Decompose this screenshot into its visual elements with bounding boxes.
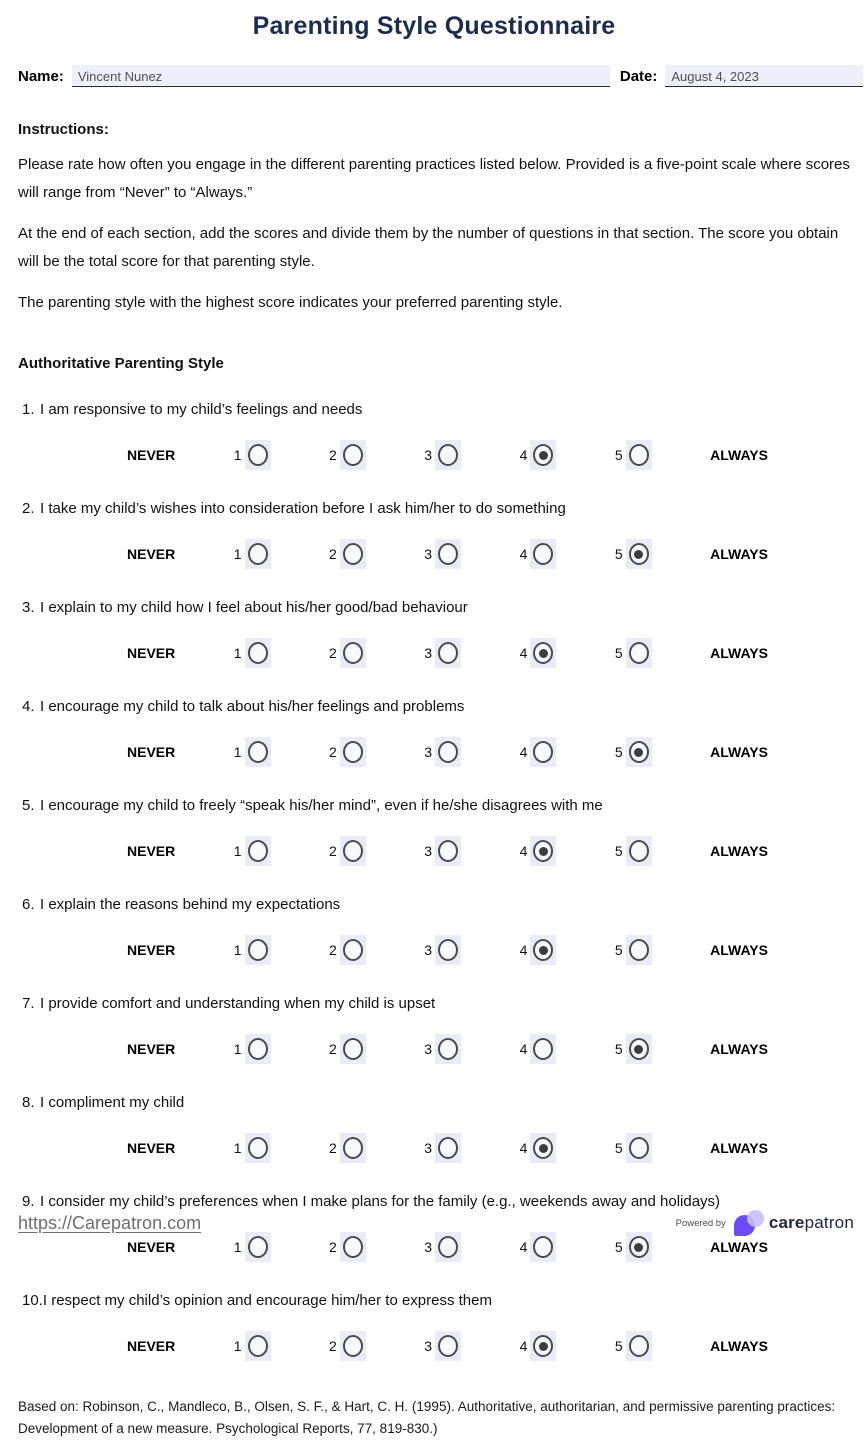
- scale-option-number: 4: [519, 942, 528, 958]
- question-block: [18, 499, 850, 570]
- radio-circle[interactable]: [533, 1137, 553, 1159]
- question-text: I respect my child’s opinion and encourage him/her to express them: [42, 1292, 492, 1309]
- questionnaire-page: [0, 12, 868, 1436]
- document-body: [18, 121, 850, 1440]
- radio-circle[interactable]: [629, 840, 649, 862]
- scale-option-5: [615, 1232, 652, 1262]
- scale-option-number: 1: [233, 942, 242, 958]
- question-number: 5.: [22, 797, 35, 814]
- radio-circle[interactable]: [438, 1137, 458, 1159]
- scale-option-number: 4: [519, 1338, 528, 1354]
- radio-button-2[interactable]: [340, 836, 366, 866]
- scale-max-label: ALWAYS: [710, 1239, 768, 1255]
- scale-option-number: 1: [233, 1338, 242, 1354]
- radio-dot: [634, 1045, 643, 1054]
- question-number: 7.: [22, 995, 35, 1012]
- scale-option-4: [520, 440, 557, 470]
- radio-circle[interactable]: [343, 1335, 363, 1357]
- scale-option-number: 2: [329, 645, 337, 661]
- scale-option-1: [234, 935, 271, 965]
- scale-option-5: [615, 539, 652, 569]
- radio-button-3[interactable]: [435, 737, 461, 767]
- rating-scale: [127, 1033, 768, 1065]
- scale-option-3: [424, 1232, 461, 1262]
- question-block: [18, 598, 850, 669]
- radio-button-3[interactable]: [435, 836, 461, 866]
- scale-option-number: 5: [614, 744, 623, 760]
- scale-option-number: 1: [233, 1041, 242, 1057]
- scale-option-number: 2: [329, 1140, 337, 1156]
- radio-button-4-selected[interactable]: [530, 836, 556, 866]
- question-number: 2.: [22, 500, 35, 517]
- scale-option-number: 4: [519, 1140, 528, 1156]
- scale-max-label: ALWAYS: [710, 447, 768, 463]
- instructions-paragraph-3: The parenting style with the highest score indicates your preferred parenting style.: [18, 294, 563, 311]
- scale-option-number: 4: [519, 744, 528, 760]
- radio-circle[interactable]: [343, 1038, 363, 1060]
- scale-option-2: [329, 638, 366, 668]
- radio-button-5[interactable]: [626, 440, 652, 470]
- scale-option-number: 3: [424, 645, 433, 661]
- radio-circle[interactable]: [438, 741, 458, 763]
- scale-option-number: 5: [614, 546, 623, 562]
- scale-max-label: ALWAYS: [710, 942, 768, 958]
- scale-option-number: 4: [519, 645, 528, 661]
- scale-max-label: ALWAYS: [710, 645, 768, 661]
- radio-button-1[interactable]: [245, 440, 271, 470]
- question-number: 4.: [22, 698, 35, 715]
- page-footer: [18, 1210, 854, 1236]
- radio-circle[interactable]: [248, 741, 268, 763]
- radio-button-4-selected[interactable]: [530, 1133, 556, 1163]
- radio-button-2[interactable]: [340, 1232, 366, 1262]
- question-text: I am responsive to my child’s feelings and needs: [40, 401, 363, 418]
- scale-option-number: 1: [233, 843, 242, 859]
- scale-option-5: [615, 737, 652, 767]
- scale-option-1: [234, 737, 271, 767]
- scale-option-5: [615, 935, 652, 965]
- radio-circle[interactable]: [533, 840, 553, 862]
- radio-button-3[interactable]: [435, 935, 461, 965]
- radio-circle[interactable]: [438, 840, 458, 862]
- radio-circle[interactable]: [533, 741, 553, 763]
- radio-circle[interactable]: [343, 543, 363, 565]
- radio-button-1[interactable]: [245, 1034, 271, 1064]
- radio-circle[interactable]: [248, 444, 268, 466]
- radio-button-1[interactable]: [245, 935, 271, 965]
- radio-circle[interactable]: [533, 1038, 553, 1060]
- question-text: I explain to my child how I feel about his/her good/bad behaviour: [40, 599, 468, 616]
- radio-button-4[interactable]: [530, 737, 556, 767]
- scale-option-1: [234, 836, 271, 866]
- scale-option-number: 3: [424, 843, 433, 859]
- scale-option-3: [424, 1133, 461, 1163]
- question-block: [18, 400, 850, 471]
- citation-text: Based on: Robinson, C., Mandleco, B., Olsen, S. F., & Hart, C. H. (1995). Authoritative, authoritarian, and permissive parenting practices: Development of a new measure. Psychological Reports, 77, 819-830.): [18, 1399, 836, 1436]
- radio-button-1[interactable]: [245, 1133, 271, 1163]
- scale-max-label: ALWAYS: [710, 1041, 768, 1057]
- scale-option-2: [329, 440, 366, 470]
- radio-button-1[interactable]: [245, 539, 271, 569]
- scale-option-number: 1: [233, 1239, 242, 1255]
- radio-circle[interactable]: [343, 741, 363, 763]
- scale-option-2: [329, 539, 366, 569]
- question-text: I encourage my child to freely “speak his/her mind”, even if he/she disagrees with me: [40, 797, 603, 814]
- scale-option-1: [234, 638, 271, 668]
- scale-option-number: 3: [424, 744, 433, 760]
- scale-option-3: [424, 539, 461, 569]
- radio-circle[interactable]: [248, 840, 268, 862]
- scale-option-number: 3: [424, 546, 433, 562]
- radio-circle[interactable]: [533, 444, 553, 466]
- radio-circle[interactable]: [629, 1038, 649, 1060]
- radio-button-4[interactable]: [530, 539, 556, 569]
- radio-circle[interactable]: [533, 939, 553, 961]
- scale-option-number: 3: [424, 1338, 433, 1354]
- name-label: Name:: [18, 68, 64, 85]
- scale-min-label: NEVER: [127, 744, 176, 760]
- radio-button-3[interactable]: [435, 638, 461, 668]
- radio-circle[interactable]: [438, 1236, 458, 1258]
- scale-min-label: NEVER: [127, 942, 176, 958]
- scale-option-number: 2: [329, 942, 337, 958]
- scale-max-label: ALWAYS: [710, 1140, 768, 1156]
- radio-button-1[interactable]: [245, 737, 271, 767]
- scale-option-number: 2: [329, 744, 337, 760]
- date-input[interactable]: August 4, 2023: [665, 65, 863, 87]
- radio-circle[interactable]: [629, 1236, 649, 1258]
- scale-option-5: [615, 440, 652, 470]
- question-block: [18, 895, 850, 966]
- radio-button-1[interactable]: [245, 836, 271, 866]
- question-text: I provide comfort and understanding when my child is upset: [40, 995, 436, 1012]
- scale-option-5: [615, 836, 652, 866]
- scale-option-3: [424, 440, 461, 470]
- name-date-row: [18, 65, 868, 87]
- radio-button-2[interactable]: [340, 935, 366, 965]
- instructions-heading: Instructions:: [18, 121, 109, 138]
- scale-min-label: NEVER: [127, 1239, 176, 1255]
- scale-option-number: 5: [614, 645, 623, 661]
- radio-dot: [634, 748, 643, 757]
- question-block: [18, 1291, 850, 1362]
- radio-button-5[interactable]: [626, 1331, 652, 1361]
- scale-option-number: 4: [519, 843, 528, 859]
- scale-option-1: [234, 1034, 271, 1064]
- scale-option-2: [329, 836, 366, 866]
- radio-button-5-selected[interactable]: [626, 1034, 652, 1064]
- scale-max-label: ALWAYS: [710, 546, 768, 562]
- scale-option-number: 5: [614, 942, 623, 958]
- scale-option-4: [520, 1034, 557, 1064]
- radio-circle[interactable]: [248, 1236, 268, 1258]
- radio-circle[interactable]: [438, 642, 458, 664]
- radio-circle[interactable]: [533, 1335, 553, 1357]
- radio-circle[interactable]: [629, 444, 649, 466]
- scale-option-number: 2: [329, 447, 337, 463]
- scale-option-2: [329, 1133, 366, 1163]
- scale-option-number: 5: [614, 1239, 623, 1255]
- question-number: 1.: [22, 401, 35, 418]
- rating-scale: [127, 439, 768, 471]
- radio-dot: [634, 1243, 643, 1252]
- question-text: I take my child’s wishes into consideration before I ask him/her to do something: [40, 500, 566, 517]
- scale-option-4: [520, 1232, 557, 1262]
- radio-circle[interactable]: [629, 741, 649, 763]
- question-block: [18, 796, 850, 867]
- scale-min-label: NEVER: [127, 843, 176, 859]
- radio-circle[interactable]: [629, 1137, 649, 1159]
- radio-button-5-selected[interactable]: [626, 737, 652, 767]
- question-number: 6.: [22, 896, 35, 913]
- scale-option-number: 4: [519, 447, 528, 463]
- radio-button-4-selected[interactable]: [530, 638, 556, 668]
- question-block: [18, 697, 850, 768]
- scale-option-number: 3: [424, 447, 433, 463]
- scale-option-number: 5: [614, 447, 623, 463]
- radio-button-1[interactable]: [245, 638, 271, 668]
- scale-option-2: [329, 935, 366, 965]
- radio-circle[interactable]: [248, 1038, 268, 1060]
- radio-button-2[interactable]: [340, 638, 366, 668]
- scale-option-number: 1: [233, 546, 242, 562]
- radio-dot: [539, 847, 548, 856]
- radio-circle[interactable]: [533, 543, 553, 565]
- radio-button-4-selected[interactable]: [530, 1331, 556, 1361]
- radio-circle[interactable]: [248, 1137, 268, 1159]
- rating-scale: [127, 538, 768, 570]
- radio-button-5[interactable]: [626, 638, 652, 668]
- scale-option-number: 4: [519, 546, 528, 562]
- radio-button-5-selected[interactable]: [626, 539, 652, 569]
- scale-option-number: 4: [519, 1239, 528, 1255]
- radio-circle[interactable]: [438, 939, 458, 961]
- scale-option-3: [424, 1331, 461, 1361]
- date-label: Date:: [619, 68, 658, 85]
- radio-button-4-selected[interactable]: [530, 935, 556, 965]
- radio-dot: [634, 550, 643, 559]
- section-title: Authoritative Parenting Style: [18, 355, 224, 372]
- radio-circle[interactable]: [343, 1137, 363, 1159]
- radio-dot: [539, 1144, 548, 1153]
- scale-option-4: [520, 836, 557, 866]
- radio-circle[interactable]: [248, 642, 268, 664]
- scale-option-number: 1: [233, 645, 242, 661]
- scale-option-1: [234, 440, 271, 470]
- scale-option-number: 2: [329, 1338, 337, 1354]
- radio-button-5[interactable]: [626, 935, 652, 965]
- radio-dot: [539, 946, 548, 955]
- radio-dot: [539, 451, 548, 460]
- scale-option-4: [520, 737, 557, 767]
- rating-scale: [127, 637, 768, 669]
- question-block: [18, 994, 850, 1065]
- radio-circle[interactable]: [343, 939, 363, 961]
- question-number: 3.: [22, 599, 35, 616]
- scale-option-number: 3: [424, 1041, 433, 1057]
- scale-min-label: NEVER: [127, 546, 176, 562]
- scale-option-1: [234, 1232, 271, 1262]
- radio-circle[interactable]: [438, 1335, 458, 1357]
- page-title: Parenting Style Questionnaire: [252, 12, 616, 40]
- radio-button-4-selected[interactable]: [530, 440, 556, 470]
- scale-option-number: 5: [614, 1338, 623, 1354]
- radio-button-2[interactable]: [340, 440, 366, 470]
- radio-circle[interactable]: [629, 642, 649, 664]
- scale-option-2: [329, 1232, 366, 1262]
- brand-name: carepatron: [768, 1213, 854, 1232]
- radio-button-3[interactable]: [435, 1034, 461, 1064]
- radio-circle[interactable]: [248, 1335, 268, 1357]
- scale-option-number: 1: [233, 744, 242, 760]
- radio-circle[interactable]: [629, 1335, 649, 1357]
- scale-option-number: 1: [233, 447, 242, 463]
- radio-circle[interactable]: [629, 543, 649, 565]
- radio-button-3[interactable]: [435, 1232, 461, 1262]
- scale-option-2: [329, 1034, 366, 1064]
- scale-option-number: 3: [424, 942, 433, 958]
- scale-min-label: NEVER: [127, 1140, 176, 1156]
- radio-circle[interactable]: [248, 543, 268, 565]
- carepatron-link[interactable]: https://Carepatron.com: [18, 1212, 202, 1233]
- radio-button-2[interactable]: [340, 1133, 366, 1163]
- scale-option-3: [424, 737, 461, 767]
- scale-option-1: [234, 1133, 271, 1163]
- scale-option-4: [520, 1133, 557, 1163]
- question-number: 10.: [22, 1292, 43, 1309]
- rating-scale: [127, 1132, 768, 1164]
- radio-button-1[interactable]: [245, 1232, 271, 1262]
- carepatron-logo-icon: [734, 1210, 764, 1236]
- scale-min-label: NEVER: [127, 1338, 176, 1354]
- scale-option-number: 1: [233, 1140, 242, 1156]
- radio-button-5[interactable]: [626, 1133, 652, 1163]
- scale-option-number: 3: [424, 1140, 433, 1156]
- scale-option-number: 5: [614, 843, 623, 859]
- radio-button-1[interactable]: [245, 1331, 271, 1361]
- scale-max-label: ALWAYS: [710, 744, 768, 760]
- scale-option-4: [520, 1331, 557, 1361]
- scale-option-3: [424, 638, 461, 668]
- radio-circle[interactable]: [438, 1038, 458, 1060]
- scale-max-label: ALWAYS: [710, 843, 768, 859]
- radio-button-2[interactable]: [340, 1331, 366, 1361]
- scale-option-5: [615, 638, 652, 668]
- scale-option-number: 2: [329, 1239, 337, 1255]
- radio-button-2[interactable]: [340, 1034, 366, 1064]
- powered-by-label: Powered by: [675, 1217, 726, 1229]
- scale-option-4: [520, 935, 557, 965]
- question-text: I encourage my child to talk about his/her feelings and problems: [40, 698, 465, 715]
- radio-dot: [539, 1342, 548, 1351]
- question-text: I explain the reasons behind my expectations: [40, 896, 341, 913]
- radio-dot: [539, 649, 548, 658]
- instructions-paragraph-1: Please rate how often you engage in the different parenting practices listed below. Provided is a five-point scale where scores will range from “Never” to “Always.”: [18, 156, 850, 201]
- radio-circle[interactable]: [343, 642, 363, 664]
- powered-by-badge: [676, 1210, 854, 1236]
- scale-option-3: [424, 836, 461, 866]
- radio-circle[interactable]: [438, 543, 458, 565]
- scale-option-5: [615, 1133, 652, 1163]
- radio-button-4[interactable]: [530, 1034, 556, 1064]
- radio-circle[interactable]: [533, 642, 553, 664]
- scale-option-1: [234, 539, 271, 569]
- radio-circle[interactable]: [343, 1236, 363, 1258]
- scale-option-number: 2: [329, 1041, 337, 1057]
- scale-option-number: 2: [329, 843, 337, 859]
- scale-min-label: NEVER: [127, 645, 176, 661]
- rating-scale: [127, 736, 768, 768]
- scale-option-3: [424, 1034, 461, 1064]
- radio-button-2[interactable]: [340, 737, 366, 767]
- scale-option-number: 5: [614, 1140, 623, 1156]
- radio-circle[interactable]: [343, 840, 363, 862]
- rating-scale: [127, 835, 768, 867]
- radio-button-2[interactable]: [340, 539, 366, 569]
- question-text: I compliment my child: [40, 1094, 185, 1111]
- scale-option-5: [615, 1034, 652, 1064]
- radio-button-4[interactable]: [530, 1232, 556, 1262]
- radio-circle[interactable]: [533, 1236, 553, 1258]
- scale-option-number: 2: [329, 546, 337, 562]
- scale-max-label: ALWAYS: [710, 1338, 768, 1354]
- question-number: 9.: [22, 1193, 35, 1210]
- radio-button-3[interactable]: [435, 1331, 461, 1361]
- radio-button-3[interactable]: [435, 440, 461, 470]
- scale-min-label: NEVER: [127, 447, 176, 463]
- rating-scale: [127, 1330, 768, 1362]
- question-block: [18, 1093, 850, 1164]
- radio-button-5[interactable]: [626, 836, 652, 866]
- scale-option-number: 3: [424, 1239, 433, 1255]
- radio-button-3[interactable]: [435, 1133, 461, 1163]
- scale-option-number: 4: [519, 1041, 528, 1057]
- scale-option-4: [520, 638, 557, 668]
- rating-scale: [127, 934, 768, 966]
- instructions-paragraph-2: At the end of each section, add the scores and divide them by the number of questions in that section. The score you obtain will be the total score for that parenting style.: [18, 225, 839, 270]
- scale-option-2: [329, 737, 366, 767]
- logo-circle-shape: [747, 1210, 764, 1227]
- scale-option-2: [329, 1331, 366, 1361]
- radio-circle[interactable]: [248, 939, 268, 961]
- radio-button-5-selected[interactable]: [626, 1232, 652, 1262]
- question-number: 8.: [22, 1094, 35, 1111]
- scale-option-number: 5: [614, 1041, 623, 1057]
- radio-circle[interactable]: [629, 939, 649, 961]
- scale-min-label: NEVER: [127, 1041, 176, 1057]
- radio-button-3[interactable]: [435, 539, 461, 569]
- radio-circle[interactable]: [438, 444, 458, 466]
- scale-option-5: [615, 1331, 652, 1361]
- scale-option-3: [424, 935, 461, 965]
- scale-option-4: [520, 539, 557, 569]
- name-input[interactable]: Vincent Nunez: [72, 65, 610, 87]
- question-text: I consider my child’s preferences when I make plans for the family (e.g., weekends away and holidays): [40, 1193, 721, 1210]
- radio-circle[interactable]: [343, 444, 363, 466]
- scale-option-1: [234, 1331, 271, 1361]
